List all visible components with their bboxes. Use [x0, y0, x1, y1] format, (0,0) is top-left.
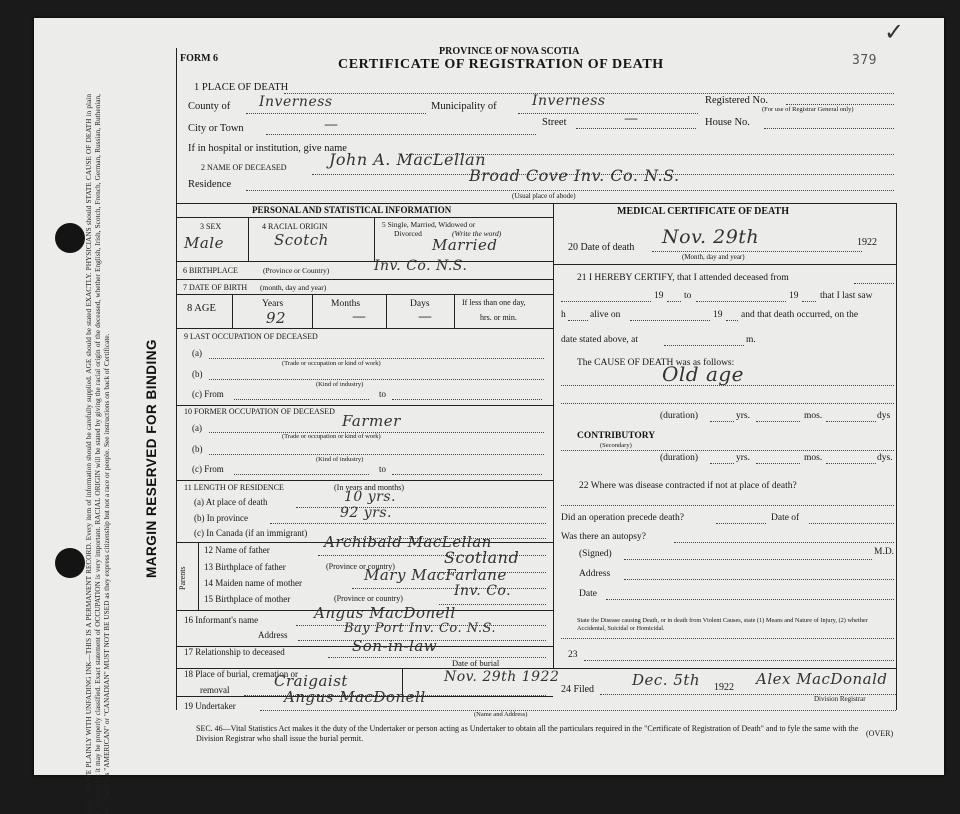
- state-disease-note: State the Disease causing Death, or in death from Violent Causes, state (1) Means and Nature of Injury, (2) whether Accidental, Suicidal or Homicidal.: [577, 617, 868, 632]
- father-name-value: Archibald MacLellan: [324, 533, 492, 551]
- informant-address-label: Address: [258, 630, 288, 640]
- undertaker-note: (Name and Address): [474, 711, 528, 718]
- date-of-death-note: (Month, day and year): [682, 253, 745, 261]
- municipality-label: Municipality of: [431, 101, 497, 112]
- signed-label: (Signed): [579, 549, 612, 559]
- certify-h: h: [561, 310, 566, 320]
- registrar-signature: Alex MacDonald: [756, 670, 888, 688]
- medical-header: MEDICAL CERTIFICATE OF DEATH: [617, 206, 789, 217]
- former-occupation-industry-note: (Kind of industry): [316, 456, 364, 463]
- length-of-residence-note: (In years and months): [334, 483, 404, 492]
- medical-address-label: Address: [579, 569, 611, 579]
- name-of-deceased-label: 2 NAME OF DECEASED: [201, 163, 287, 172]
- last-occupation-to: to: [379, 389, 387, 399]
- duration-yrs-2: yrs.: [736, 453, 750, 463]
- last-occupation-from: (c) From: [192, 389, 224, 399]
- last-occupation-a: (a): [192, 348, 202, 358]
- former-occupation-b: (b): [192, 444, 203, 454]
- md-label: M.D.: [874, 547, 895, 557]
- burial-place-value: Craigaist: [274, 672, 348, 690]
- former-occupation-heading: 10 FORMER OCCUPATION OF DECEASED: [184, 407, 335, 416]
- province-heading: PROVINCE OF NOVA SCOTIA: [439, 46, 580, 57]
- former-occupation-trade-note: (Trade or occupation or kind of work): [282, 433, 381, 440]
- date-of-death-year: 1922: [857, 237, 877, 248]
- check-mark: ✓: [884, 18, 905, 46]
- certificate-title: CERTIFICATE OF REGISTRATION OF DEATH: [338, 57, 664, 72]
- certify-last-saw: that I last saw: [820, 291, 873, 301]
- municipality-value: Inverness: [532, 93, 606, 109]
- punch-hole-top: [55, 223, 85, 253]
- father-birthplace-value: Scotland: [444, 548, 520, 567]
- racial-origin-value: Scotch: [274, 231, 329, 249]
- residence-in-province-label: (b) In province: [194, 513, 248, 523]
- informant-label: 16 Informant's name: [184, 615, 259, 625]
- city-value: —: [324, 117, 339, 133]
- certify-to: to: [684, 291, 692, 301]
- city-label: City or Town: [188, 123, 244, 134]
- former-occupation-from: (c) From: [192, 464, 224, 474]
- birthplace-value: Inv. Co. N.S.: [374, 258, 468, 274]
- column-divider: [553, 203, 554, 668]
- personal-header: PERSONAL AND STATISTICAL INFORMATION: [252, 205, 452, 215]
- medical-date-label: Date: [579, 589, 597, 599]
- duration-dys-2: dys.: [877, 453, 893, 463]
- father-birthplace-note: (Province or country): [326, 562, 395, 571]
- former-occupation-a: (a): [192, 423, 202, 433]
- age-label: 8 AGE: [187, 303, 216, 314]
- birthplace-label: 6 BIRTHPLACE: [183, 266, 238, 275]
- less-than-day-label: If less than one day,: [462, 298, 526, 307]
- duration-mos-2: mos.: [804, 453, 823, 463]
- residence-in-canada-label: (c) In Canada (if an immigrant): [194, 528, 308, 538]
- father-birthplace-label: 13 Birthplace of father: [204, 562, 286, 572]
- filed-value: Dec. 5th: [632, 671, 701, 689]
- burial-date-label: Date of burial: [452, 658, 500, 668]
- mother-birthplace-value: Inv. Co.: [454, 583, 512, 599]
- right-frame-line: [896, 203, 897, 710]
- last-occupation-b: (b): [192, 369, 203, 379]
- duration-label-1: (duration): [660, 411, 698, 421]
- certify-date-stated: date stated above, at: [561, 335, 639, 345]
- years-label: Years: [262, 299, 284, 309]
- filed-year: 1922: [714, 682, 734, 693]
- days-label: Days: [410, 299, 430, 309]
- sec46-note: SEC. 46—Vital Statistics Act makes it the duty of the Undertaker or person acting as Undertaker to obtain all the particulars required in the "Certificate of Registration of Death" and to fyle the same with the Division Registrar who shall issue the burial permit.: [196, 724, 859, 743]
- certify-19-a: 19: [654, 291, 664, 301]
- birthplace-note: (Province or Country): [263, 266, 330, 275]
- form-number: FORM 6: [180, 53, 219, 64]
- mother-birthplace-note: (Province or country): [334, 594, 403, 603]
- years-value: 92: [266, 309, 287, 327]
- duration-mos-1: mos.: [804, 411, 823, 421]
- informant-address-value: Bay Port Inv. Co. N.S.: [344, 621, 497, 636]
- contributory-label: CONTRIBUTORY: [577, 431, 656, 441]
- certify-alive-on: alive on: [590, 310, 621, 320]
- residence-note: (Usual place of abode): [512, 192, 576, 200]
- last-occupation-heading: 9 LAST OCCUPATION OF DECEASED: [184, 332, 318, 341]
- operation-date-label: Date of: [771, 513, 800, 523]
- dob-note: (month, day and year): [260, 283, 327, 292]
- burial-removal-label: removal: [200, 685, 230, 695]
- length-of-residence-heading: 11 LENGTH OF RESIDENCE: [184, 483, 284, 492]
- residence-at-place-value: 10 yrs.: [344, 489, 397, 505]
- side-instructions: N.B.—WRITE PLAINLY WITH UNFADING INK—THIS IS A PERMANENT RECORD. Every item of information should be carefully supplied. AGE should be stated EXACTLY. PHYSICIANS should STATE CAUSE OF DEATH in plain terms, so that it may be properly classified. Exact statement of OCCUPATION is very important. RACIAL ORIGIN will be stated by giving the racial origin of the deceased, whether English, Irish, Scotch, French, German, Russian, Ruthenian, etc. The terms "AMERICAN" or "CANADIAN" MUST NOT BE USED as they express citizenship but not a race or people. See instructions on back of Certificate.: [84, 94, 111, 814]
- burial-date-value: Nov. 29th 1922: [444, 669, 560, 685]
- certify-19-b: 19: [789, 291, 799, 301]
- autopsy-label: Was there an autopsy?: [561, 532, 646, 542]
- stamp-number: 379: [852, 53, 877, 68]
- burial-place-label: 18 Place of burial, cremation or: [184, 669, 298, 679]
- q22-label: 22 Where was disease contracted if not at place of death?: [579, 481, 797, 491]
- residence-in-province-value: 92 yrs.: [340, 505, 393, 521]
- street-label: Street: [542, 117, 567, 128]
- margin-reserved-label: MARGIN RESERVED FOR BINDING: [144, 338, 159, 578]
- former-occupation-to: to: [379, 464, 387, 474]
- parents-side-label: Parents: [178, 566, 187, 590]
- date-of-death-value: Nov. 29th: [662, 226, 760, 248]
- item-23-label: 23: [568, 650, 578, 660]
- operation-label: Did an operation precede death?: [561, 513, 684, 523]
- days-value: —: [418, 309, 433, 325]
- dob-label: 7 DATE OF BIRTH: [183, 283, 248, 292]
- father-name-label: 12 Name of father: [204, 545, 270, 555]
- mother-name-value: Mary MacFarlane: [364, 566, 507, 584]
- sex-value: Male: [184, 234, 224, 252]
- undertaker-value: Angus MacDonell: [284, 688, 426, 706]
- certify-m: m.: [746, 335, 756, 345]
- county-label: County of: [188, 101, 231, 112]
- duration-dys-1: dys: [877, 411, 891, 421]
- filed-label: 24 Filed: [561, 684, 595, 695]
- residence-at-place-label: (a) At place of death: [194, 497, 268, 507]
- marital-value: Married: [432, 236, 498, 254]
- certify-19-c: 19: [713, 310, 723, 320]
- hrs-min-label: hrs. or min.: [480, 313, 517, 322]
- former-occupation-value: Farmer: [342, 412, 401, 430]
- certify-line-1: 21 I HEREBY CERTIFY, that I attended deceased from: [577, 273, 789, 283]
- place-of-death-heading: 1 PLACE OF DEATH: [194, 82, 289, 93]
- last-occupation-trade-note: (Trade or occupation or kind of work): [282, 360, 381, 367]
- mother-birthplace-label: 15 Birthplace of mother: [204, 594, 291, 604]
- name-of-deceased-value: John A. MacLellan: [329, 150, 487, 169]
- registered-no-note: (For use of Registrar General only): [762, 106, 854, 113]
- mother-name-label: 14 Maiden name of mother: [204, 578, 302, 588]
- cause-of-death-label: The CAUSE OF DEATH was as follows:: [577, 358, 735, 368]
- county-value: Inverness: [259, 94, 333, 110]
- informant-value: Angus MacDonell: [314, 604, 456, 622]
- marital-label-a: 5 Single, Married, Widowed or: [382, 220, 476, 229]
- street-value: —: [624, 111, 639, 127]
- date-of-death-label: 20 Date of death: [568, 242, 635, 253]
- last-occupation-industry-note: (Kind of industry): [316, 381, 364, 388]
- racial-origin-label: 4 RACIAL ORIGIN: [262, 222, 328, 231]
- undertaker-label: 19 Undertaker: [184, 701, 236, 711]
- house-no-label: House No.: [705, 117, 750, 128]
- over-label: (OVER): [866, 729, 894, 738]
- secondary-note: (Secondary): [600, 442, 632, 449]
- marital-label-c: (Write the word): [452, 229, 502, 238]
- cause-of-death-value: Old age: [662, 362, 745, 386]
- duration-yrs-1: yrs.: [736, 411, 750, 421]
- certificate-paper: [34, 18, 944, 814]
- hospital-label: If in hospital or institution, give name: [188, 143, 347, 154]
- relationship-value: Son-in-law: [352, 637, 438, 655]
- certify-death-occurred: and that death occurred, on the: [741, 310, 859, 320]
- registrar-note: Division Registrar: [814, 695, 866, 703]
- relationship-label: 17 Relationship to deceased: [184, 647, 285, 657]
- sex-label: 3 SEX: [200, 222, 222, 231]
- registered-no-label: Registered No.: [705, 95, 768, 106]
- residence-label: Residence: [188, 179, 232, 190]
- punch-hole-bottom: [55, 548, 85, 578]
- residence-value: Broad Cove Inv. Co. N.S.: [469, 166, 680, 185]
- marital-label-b: Divorced: [394, 229, 422, 238]
- months-value: —: [352, 309, 367, 325]
- months-label: Months: [331, 299, 361, 309]
- duration-label-2: (duration): [660, 453, 698, 463]
